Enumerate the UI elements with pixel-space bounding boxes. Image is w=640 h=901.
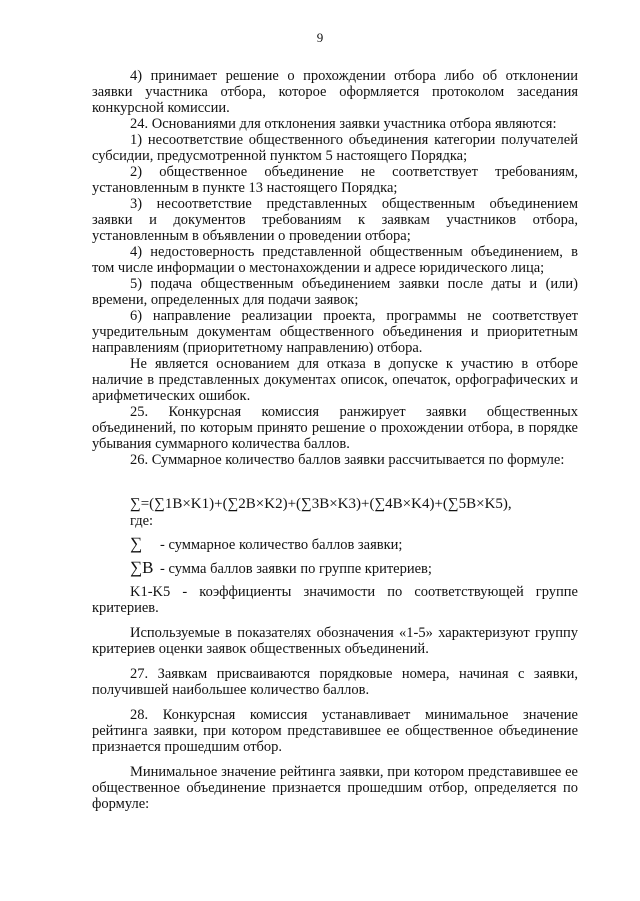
paragraph: 26. Суммарное количество баллов заявки рассчитывается по формуле: bbox=[130, 452, 565, 468]
paragraph: 5) подача общественным объединением заявки после даты и (или) времени, определенных для подачи заявок; bbox=[92, 276, 578, 308]
sum-b-symbol: ∑B bbox=[130, 558, 154, 577]
legend-sum bbox=[130, 536, 578, 553]
paragraph: 4) недостоверность представленной общественным объединением, в том числе информации о местонахождении и адресе юридического лица; bbox=[92, 244, 578, 276]
paragraph: 6) направление реализации проекта, программы не соответствует учредительным документам общественного объединения и приоритетным направлениям (приоритетному направлению) отбора. bbox=[92, 308, 578, 356]
paragraph: 1) несоответствие общественного объединения категории получателей субсидии, предусмотренной пунктом 5 настоящего Порядка; bbox=[92, 132, 578, 164]
paragraph: 25. Конкурсная комиссия ранжирует заявки общественных объединений, по которым принято решение о прохождении отбора, в порядке убывания суммарного количества баллов. bbox=[92, 404, 578, 452]
paragraph: 3) несоответствие представленных общественным объединением заявки и документов требованиям к заявкам участников отбора, установленным в объявлении о проведении отбора; bbox=[92, 196, 578, 244]
sum-symbol: ∑ bbox=[130, 534, 143, 553]
page-number: 9 bbox=[316, 30, 324, 45]
paragraph: 28. Конкурсная комиссия устанавливает минимальное значение рейтинга заявки, при котором представившее ее общественное объединение признается прошедшим отбор. bbox=[92, 707, 578, 755]
legend-k-text: K1-K5 - коэффициенты значимости по соответствующей группе критериев. bbox=[92, 584, 578, 616]
paragraph: Используемые в показателях обозначения «1-5» характеризуют группу критериев оценки заявок общественных объединений. bbox=[92, 625, 578, 657]
paragraph: Не является основанием для отказа в допуске к участию в отборе наличие в представленных документах описок, опечаток, орфографических и арифметических ошибок. bbox=[92, 356, 578, 404]
paragraph: 24. Основаниями для отклонения заявки участника отбора являются: bbox=[130, 116, 557, 132]
legend-sum-text: - суммарное количество баллов заявки; bbox=[160, 537, 403, 553]
paragraph: 27. Заявкам присваиваются порядковые номера, начиная с заявки, получившей наибольшее количество баллов. bbox=[92, 666, 578, 698]
legend-sum-b-text: - сумма баллов заявки по группе критериев; bbox=[160, 561, 432, 577]
document-body bbox=[92, 68, 578, 812]
formula-where-label: где: bbox=[130, 513, 154, 529]
paragraph: 4) принимает решение о прохождении отбора либо об отклонении заявки участника отбора, которое оформляется протоколом заседания конкурсной комиссии. bbox=[92, 68, 578, 116]
legend-sum-b bbox=[130, 560, 578, 577]
paragraph: 2) общественное объединение не соответствует требованиям, установленным в пункте 13 настоящего Порядка; bbox=[92, 164, 578, 196]
score-formula: ∑=(∑1B×K1)+(∑2B×K2)+(∑3B×K3)+(∑4B×K4)+(∑5B×K5), bbox=[130, 496, 512, 512]
paragraph: Минимальное значение рейтинга заявки, при котором представившее ее общественное объединение признается прошедшим отбор, определяется по формуле: bbox=[92, 764, 578, 812]
